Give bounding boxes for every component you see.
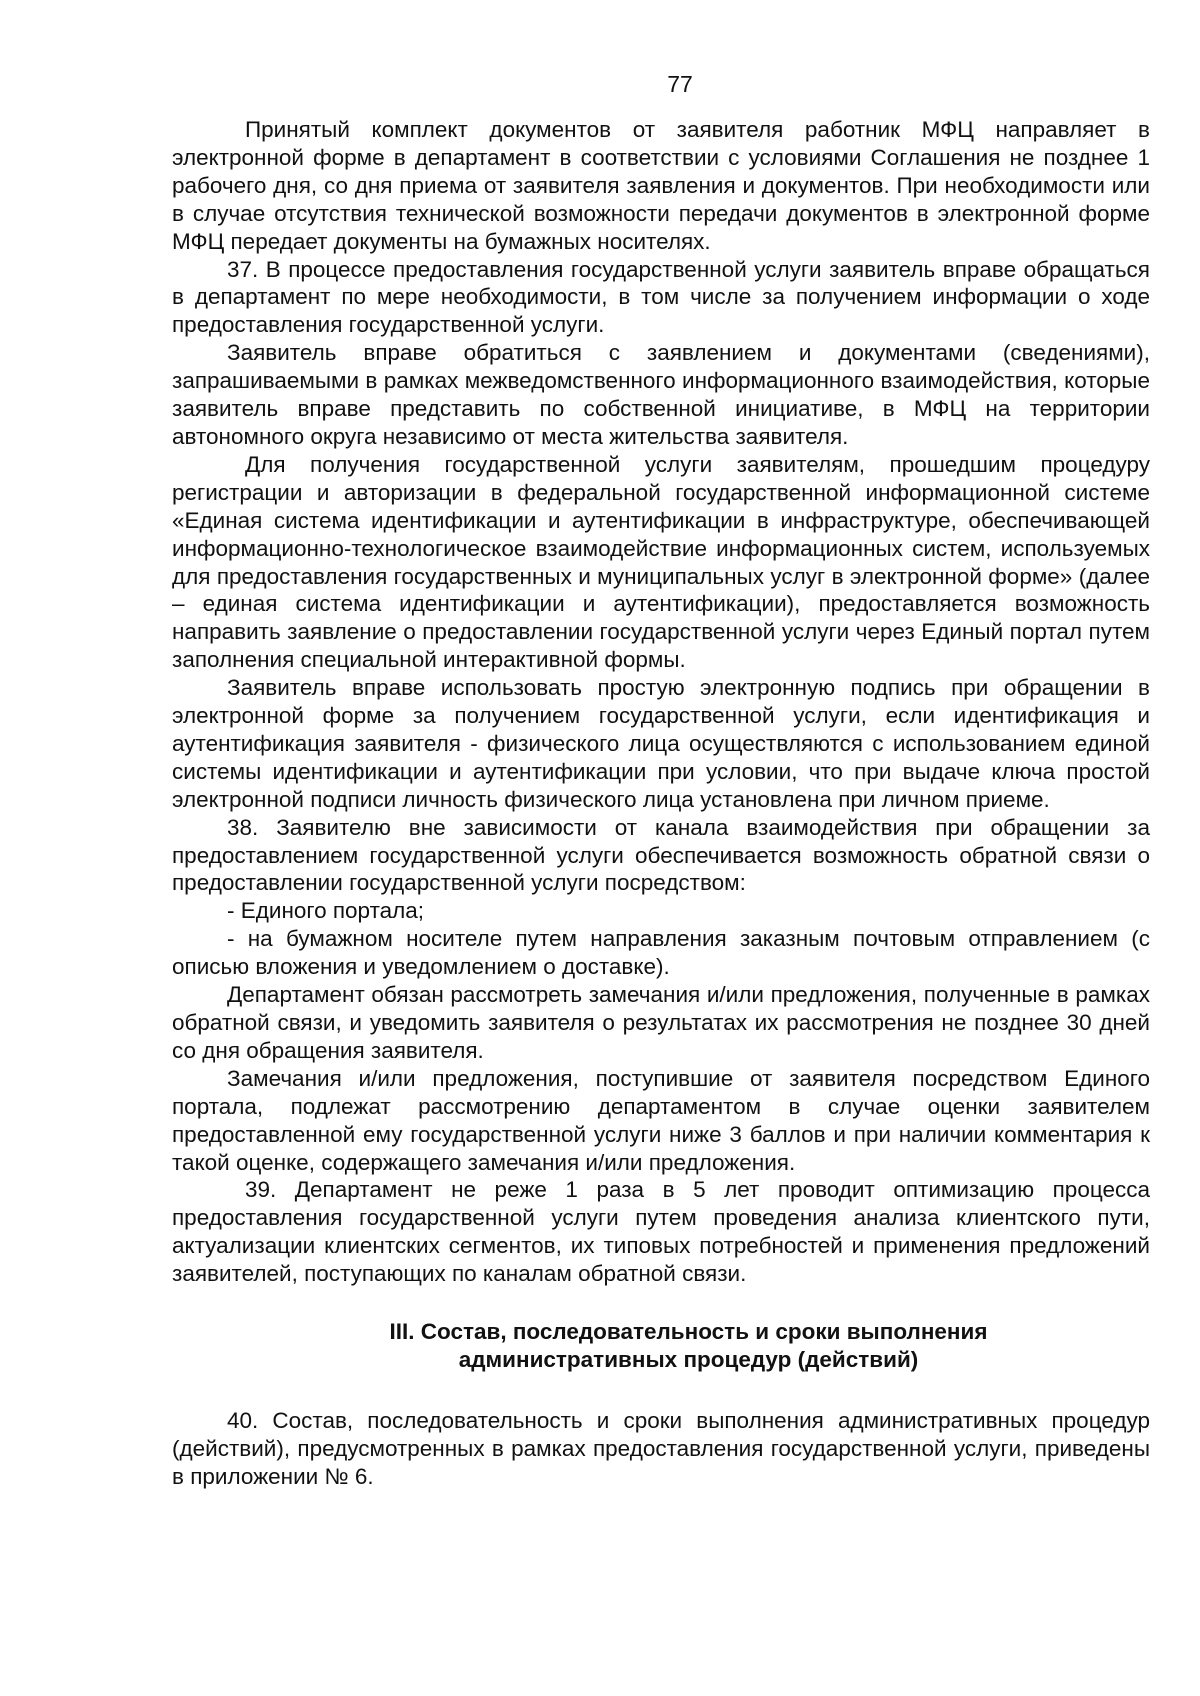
paragraph-39: 39. Департамент не реже 1 раза в 5 лет проводит оптимизацию процесса предоставления государственной услуги путем проведения анализа клиентского пути, актуализации клиентских сегментов, их типовых потребностей и применения предложений заявителей, поступающих по каналам обратной связи.: [172, 1177, 1150, 1287]
section-heading: [172, 1318, 1150, 1374]
list-item-paper: - на бумажном носителе путем направления заказным почтовым отправлением (с описью вложения и уведомлением о доставке).: [172, 926, 1150, 980]
paragraph-simple-signature: Заявитель вправе использовать простую электронную подпись при обращении в электронной форме за получением государственной услуги, если идентификация и аутентификация заявителя - физического лица осуществляются с использованием единой системы идентификации и аутентификации при условии, что при выдаче ключа простой электронной подписи личность физического лица установлена при личном приеме.: [172, 675, 1150, 812]
paragraph-remarks: Замечания и/или предложения, поступившие от заявителя посредством Единого портала, подлежат рассмотрению департаментом в случае оценки заявителем предоставленной ему государственной услуги ниже 3 баллов и при наличии комментария к такой оценке, содержащего замечания и/или предложения.: [172, 1065, 1150, 1175]
document-page: [172, 70, 1150, 1491]
list-item-portal: - Единого портала;: [227, 898, 425, 924]
section-heading-line1: III. Состав, последовательность и сроки выполнения: [389, 1319, 988, 1345]
page-number: 77: [667, 71, 693, 97]
paragraph-40: 40. Состав, последовательность и сроки выполнения административных процедур (действий), предусмотренных в рамках предоставления государственной услуги, приведены в приложении № 6.: [172, 1408, 1150, 1489]
paragraph-feedback-review: Департамент обязан рассмотреть замечания и/или предложения, полученные в рамках обратной связи, и уведомить заявителя о результатах их рассмотрения не позднее 30 дней со дня обращения заявителя.: [172, 982, 1150, 1063]
paragraph-applicant-right: Заявитель вправе обратиться с заявлением и документами (сведениями), запрашиваемыми в рамках межведомственного информационного взаимодействия, которые заявитель вправе представить по собственной инициативе, в МФЦ на территории автономного округа независимо от места жительства заявителя.: [172, 340, 1150, 449]
paragraph-mfc-transfer: Принятый комплект документов от заявителя работник МФЦ направляет в электронной форме в департамент в соответствии с условиями Соглашения не позднее 1 рабочего дня, со дня приема от заявителя заявления и документов. При необходимости или в случае отсутствия технической возможности передачи документов в электронной форме МФЦ передает документы на бумажных носителях.: [172, 117, 1150, 254]
section-heading-line2: административных процедур (действий): [458, 1347, 919, 1373]
paragraph-37: 37. В процессе предоставления государственной услуги заявитель вправе обращаться в департамент по мере необходимости, в том числе за получением информации о ходе предоставления государственной услуги.: [172, 256, 1150, 338]
paragraph-38: 38. Заявителю вне зависимости от канала взаимодействия при обращении за предоставлением государственной услуги обеспечивается возможность обратной связи о предоставлении государственной услуги посредством:: [172, 814, 1150, 896]
paragraph-esia: Для получения государственной услуги заявителям, прошедшим процедуру регистрации и авторизации в федеральной государственной информационной системе «Единая система идентификации и аутентификации в инфраструктуре, обеспечивающей информационно-технологическое взаимодействие информационных систем, используемых для предоставления государственных и муниципальных услуг в электронной форме» (далее – единая система идентификации и аутентификации), предоставляется возможность направить заявление о предоставлении государственной услуги через Единый портал путем заполнения специальной интерактивной формы.: [172, 451, 1150, 673]
